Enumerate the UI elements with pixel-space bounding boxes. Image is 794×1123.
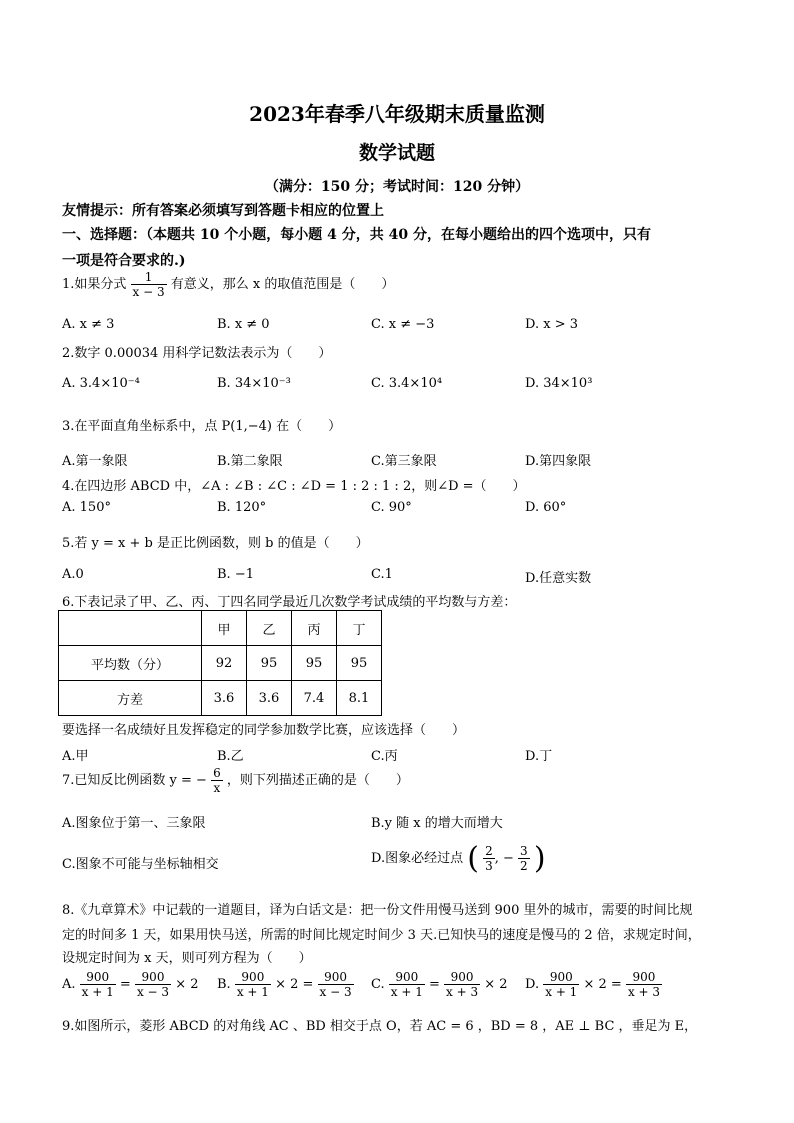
q7-option-a: A.图象位于第一、三象限 [62,816,206,831]
question-6: 6.下表记录了甲、乙、丙、丁四名同学最近几次数学考试成绩的平均数与方差： [62,595,517,610]
q2-option-b: B. 34×10⁻³ [217,376,291,391]
exam-title: 2023年春季八年级期末质量监测 [249,102,545,126]
question-8-line3: 设规定时间为 x 天，则可列方程为（ ） [62,951,312,966]
table-cell: 方差 [59,681,202,716]
table-cell: 95 [247,646,292,681]
left-paren: ( [467,841,479,876]
frac-num: 900 [135,970,171,985]
q8-option-c [371,970,508,999]
table-header-row [59,611,382,646]
question-2: 2.数字 0.00034 用科学记数法表示为（ ） [62,346,332,361]
q7-fraction [211,766,223,795]
q4-option-b: B. 120° [217,500,267,515]
option-operator: = [429,977,440,992]
section-heading-line1: 一、选择题：（本题共 10 个小题，每小题 4 分，共 40 分，在每小题给出的四个选项中，只有 [62,227,651,243]
q7-option-b: B.y 随 x 的增大而增大 [371,816,503,831]
table-cell: 平均数（分） [59,646,202,681]
option-right-frac [444,970,480,999]
q2-option-d: D. 34×10³ [525,376,593,391]
q8-option-d [525,970,662,999]
option-right-frac [318,970,354,999]
option-left-frac [80,970,116,999]
table-row [59,646,382,681]
q3-option-d: D.第四象限 [525,454,592,469]
q1-pre: 1.如果分式 [62,277,127,292]
frac-num: 900 [389,970,425,985]
question-3: 3.在平面直角坐标系中，点 P(1,−4) 在（ ） [62,419,342,434]
option-label: B. [217,977,231,992]
q5-option-a: A.0 [62,567,84,582]
question-7 [62,766,409,795]
q4-option-d: D. 60° [525,500,567,515]
q7-option-c: C.图象不可能与坐标轴相交 [62,857,219,872]
q7-pre: 7.已知反比例函数 y = − [62,773,207,788]
q5-option-b: B. −1 [217,567,254,582]
frac-num: 900 [235,970,271,985]
table-header-cell: 丙 [292,611,337,646]
q7-optd-den1: 3 [485,859,493,873]
q6-option-a: A.甲 [62,749,89,764]
frac-num: 900 [80,970,116,985]
option-label: A. [62,977,76,992]
frac-den: x + 1 [545,985,578,999]
q7-option-d [371,841,546,876]
question-8-line2: 定的时间多 1 天，如果用快马送，所需的时间比规定时间少 3 天.已知快马的速度是慢马的 2 倍，求规定时间， [62,928,701,943]
q7-optd-den2: 2 [520,859,528,873]
q7-optd-num2: 3 [520,844,528,858]
question-9: 9.如图所示，菱形 ABCD 的对角线 AC 、BD 相交于点 O，若 AC = 6 ，BD = 8 ，AE ⊥ BC ，垂足为 E， [62,1019,698,1034]
q6-option-d: D.丁 [525,749,553,764]
q4-option-c: C. 90° [371,500,412,515]
frac-den: x + 1 [390,985,423,999]
q6-option-c: C.丙 [371,749,398,764]
frac-num: 900 [318,970,354,985]
option-operator: = [119,977,131,992]
q1-option-a: A. x ≠ 3 [62,317,115,332]
frac-den: x + 1 [81,985,114,999]
table-header-cell: 乙 [247,611,292,646]
option-left-frac [235,970,271,999]
q1-option-d: D. x > 3 [525,317,578,332]
exam-subject: 数学试题 [358,142,435,164]
option-operator: × 2 = [583,977,622,992]
q2-option-c: C. 3.4×10⁴ [371,376,443,391]
option-tail: × 2 [484,977,508,992]
q7-optd-sep: , − [494,851,514,866]
table-cell: 7.4 [292,681,337,716]
question-8-line1: 8.《九章算术》中记载的一道题目，译为白话文是：把一份文件用慢马送到 900 里外的城市，需要的时间比规 [62,903,693,918]
q7-optd-num1: 2 [485,844,493,858]
option-left-frac [389,970,425,999]
section-heading-line2: 一项是符合要求的.) [62,253,186,269]
q1-frac-den: x − 3 [132,285,165,299]
score-table [58,610,382,716]
exam-meta: （满分：150 分；考试时间：120 分钟） [264,179,530,195]
q3-option-a: A.第一象限 [62,454,128,469]
q1-post: 有意义，那么 x 的取值范围是（ ） [170,277,395,292]
question-1 [62,270,394,299]
option-right-frac [626,970,662,999]
table-cell: 8.1 [337,681,382,716]
q6-option-b: B.乙 [217,749,244,764]
option-left-frac [543,970,579,999]
table-cell: 92 [202,646,247,681]
q2-option-a: A. 3.4×10⁻⁴ [62,376,140,391]
q8-option-a [62,970,198,999]
option-label: C. [371,977,385,992]
q1-fraction [131,270,167,299]
frac-den: x − 3 [319,985,352,999]
table-cell: 3.6 [247,681,292,716]
frac-num: 900 [626,970,662,985]
option-tail: × 2 [175,977,199,992]
q7-frac-num: 6 [213,766,221,780]
question-5: 5.若 y = x + b 是正比例函数，则 b 的值是（ ） [62,536,369,551]
q3-option-b: B.第二象限 [217,454,283,469]
frac-den: x + 1 [236,985,269,999]
q6-follow-up: 要选择一名成绩好且发挥稳定的同学参加数学比赛，应该选择（ ） [62,723,466,738]
table-row [59,681,382,716]
q1-option-c: C. x ≠ −3 [371,317,435,332]
option-operator: × 2 = [275,977,314,992]
q1-option-b: B. x ≠ 0 [217,317,270,332]
table-cell: 95 [292,646,337,681]
question-4: 4.在四边形 ABCD 中，∠A : ∠B : ∠C : ∠D = 1 : 2 : 1 : 2，则∠D =（ ） [62,479,526,494]
frac-num: 900 [444,970,480,985]
friendly-tip: 友情提示：所有答案必须填写到答题卡相应的位置上 [62,203,384,219]
option-right-frac [135,970,171,999]
q7-optd-frac2 [518,844,530,873]
q1-frac-num: 1 [131,270,167,285]
q4-option-a: A. 150° [62,500,111,515]
table-header-cell: 甲 [202,611,247,646]
frac-den: x − 3 [136,985,170,999]
q5-option-d: D.任意实数 [525,571,592,586]
option-label: D. [525,977,540,992]
right-paren: ) [533,841,546,876]
frac-den: x + 3 [446,985,479,999]
q7-optd-frac1 [483,844,495,873]
q7-frac-den: x [213,781,221,795]
frac-den: x + 3 [627,985,661,999]
q3-option-c: C.第三象限 [371,454,437,469]
q5-option-c: C.1 [371,567,393,582]
q7-post: ，则下列描述正确的是（ ） [226,773,409,788]
table-header-cell [59,611,202,646]
table-cell: 3.6 [202,681,247,716]
table-cell: 95 [337,646,382,681]
frac-num: 900 [543,970,579,985]
table-header-cell: 丁 [337,611,382,646]
q8-option-b [217,970,354,999]
q7-optd-pre: D.图象必经过点 [371,851,464,866]
